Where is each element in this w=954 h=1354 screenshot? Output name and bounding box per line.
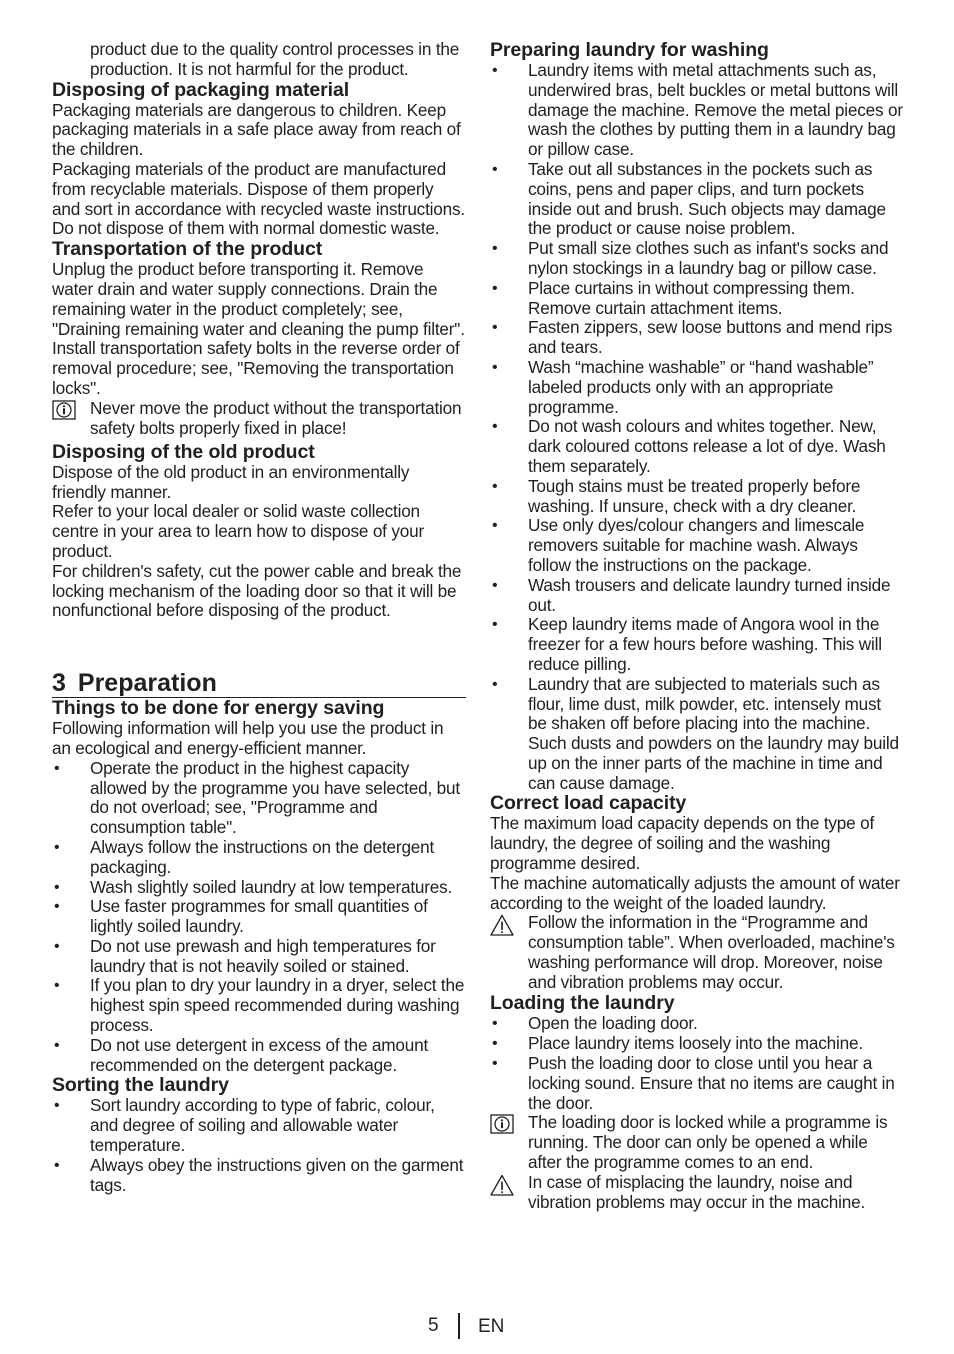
list-item: • Open the loading door. (490, 1014, 904, 1034)
list-item: • Wash “machine washable” or “hand washable” labeled products only with an appropriate programme. (490, 358, 904, 417)
chapter-number: 3 (52, 669, 66, 698)
left-column (52, 40, 466, 1195)
old-product-paragraph-3: For children's safety, cut the power cable and break the locking mechanism of the loading door so that it will be nonfunctional before disposing of the product. (52, 560, 462, 621)
list-item: • Fasten zippers, sew loose buttons and mend rips and tears. (490, 318, 904, 358)
list-item: • Wash trousers and delicate laundry turned inside out. (490, 576, 904, 616)
language-code: EN (478, 1316, 505, 1337)
list-item: • If you plan to dry your laundry in a dryer, select the highest spin speed recommended during washing process. (52, 976, 466, 1035)
list-item: • Use faster programmes for small quantities of lightly soiled laundry. (52, 897, 466, 937)
info-icon (490, 1114, 514, 1134)
footer-divider (458, 1313, 460, 1339)
heading-energy: Things to be done for energy saving (52, 697, 385, 720)
capacity-paragraph-1: The maximum load capacity depends on the type of laundry, the degree of soiling and the washing programme desired. (490, 813, 875, 874)
heading-packaging: Disposing of packaging material (52, 78, 350, 101)
loading-info-text: The loading door is locked while a programme is running. The door can only be opened a while after the programme comes to an end. (528, 1112, 888, 1173)
energy-list (52, 759, 466, 1076)
list-item: • Tough stains must be treated properly before washing. If unsure, check with a dry cleaner. (490, 477, 904, 517)
list-item: • Laundry items with metal attachments such as, underwired bras, belt buckles or metal buttons will damage the machine. Remove the metal pieces or wash the clothes by putting them in a laundry bag or pillow case. (490, 61, 904, 160)
loading-info-note (490, 1113, 904, 1173)
sorting-list (52, 1096, 466, 1195)
list-item: • Keep laundry items made of Angora wool in the freezer for a few hours before washing. This will reduce pilling. (490, 615, 904, 674)
transport-paragraph: Unplug the product before transporting it. Remove water drain and water supply connections. Drain the remaining water in the product completely; see, "Draining remaining water and cleaning the pump filter". Install transportation safety bolts in the reverse order of removal procedure; see, "Removing the transportation locks". (52, 259, 465, 398)
list-item: • Laundry that are subjected to materials such as flour, lime dust, milk powder, etc. intensely must be shaken off before placing into the machine. Such dusts and powders on the laundry may build up on the inner parts of the machine in time and can cause damage. (490, 675, 904, 794)
old-product-paragraph-2: Refer to your local dealer or solid waste collection centre in your area to learn how to dispose of your product. (52, 501, 424, 561)
list-item: • Put small size clothes such as infant's socks and nylon stockings in a laundry bag or pillow case. (490, 239, 904, 279)
list-item: • Always follow the instructions on the detergent packaging. (52, 838, 466, 878)
info-icon (52, 400, 76, 420)
list-item: • Do not wash colours and whites together. New, dark coloured cottons release a lot of dye. Wash them separately. (490, 417, 904, 476)
heading-transport: Transportation of the product (52, 238, 323, 261)
loading-warning-text: In case of misplacing the laundry, noise and vibration problems may occur in the machine. (528, 1172, 866, 1213)
energy-intro: Following information will help you use the product in an ecological and energy-efficient manner. (52, 718, 444, 758)
list-item: • Do not use prewash and high temperatures for laundry that is not heavily soiled or stained. (52, 937, 466, 977)
list-item: • Push the loading door to close until you hear a locking sound. Ensure that no items are caught in the door. (490, 1054, 904, 1113)
chapter-title: Preparation (77, 669, 217, 698)
chapter-heading (52, 669, 466, 698)
list-item: • Sort laundry according to type of fabric, colour, and degree of soiling and allowable water temperature. (52, 1096, 466, 1155)
capacity-warning-text: Follow the information in the “Programme and consumption table”. When overloaded, machine's washing performance will drop. Moreover, noise and vibration problems may occur. (528, 912, 895, 993)
heading-sorting: Sorting the laundry (52, 1074, 229, 1097)
packaging-paragraph-2: Packaging materials of the product are manufactured from recyclable materials. Dispose of them properly and sort in accordance with recycled waste instructions. Do not dispose of them with normal domestic waste. (52, 158, 465, 239)
heading-old-product: Disposing of the old product (52, 440, 315, 463)
list-item: • Always obey the instructions given on the garment tags. (52, 1156, 466, 1196)
list-item: • Do not use detergent in excess of the amount recommended on the detergent package. (52, 1036, 466, 1076)
heading-loading: Loading the laundry (490, 992, 675, 1015)
warning-icon (490, 1174, 514, 1196)
list-item: • Place curtains in without compressing them. Remove curtain attachment items. (490, 279, 904, 319)
heading-capacity: Correct load capacity (490, 792, 687, 815)
right-column (490, 40, 904, 1213)
capacity-warning-note (490, 913, 904, 993)
warning-icon (490, 914, 514, 936)
preparing-list (490, 61, 904, 793)
list-item: • Operate the product in the highest capacity allowed by the programme you have selected, but do not overload; see, "Programme and consumption table". (52, 759, 466, 838)
page-number: 5 (428, 1315, 439, 1336)
list-item: • Use only dyes/colour changers and limescale removers suitable for machine wash. Always follow the instructions on the package. (490, 516, 904, 575)
page-footer (0, 1313, 954, 1341)
transport-note-text: Never move the product without the transportation safety bolts properly fixed in place! (90, 397, 462, 438)
loading-warning-note (490, 1173, 904, 1213)
heading-preparing: Preparing laundry for washing (490, 39, 769, 61)
old-product-paragraph-1: Dispose of the old product in an environmentally friendly manner. (52, 461, 410, 502)
list-item: • Take out all substances in the pockets such as coins, pens and paper clips, and turn pockets inside out and brush. Such objects may damage the product or cause noise problem. (490, 160, 904, 239)
intro-continuation: product due to the quality control processes in the production. It is not harmful for the product. (90, 39, 460, 79)
loading-list (490, 1014, 904, 1113)
list-item: • Place laundry items loosely into the machine. (490, 1034, 904, 1054)
packaging-paragraph-1: Packaging materials are dangerous to children. Keep packaging materials in a safe place away from reach of the children. (52, 99, 461, 160)
list-item: • Wash slightly soiled laundry at low temperatures. (52, 878, 466, 898)
transport-info-note (52, 399, 466, 439)
capacity-paragraph-2: The machine automatically adjusts the amount of water according to the weight of the loaded laundry. (490, 872, 900, 913)
